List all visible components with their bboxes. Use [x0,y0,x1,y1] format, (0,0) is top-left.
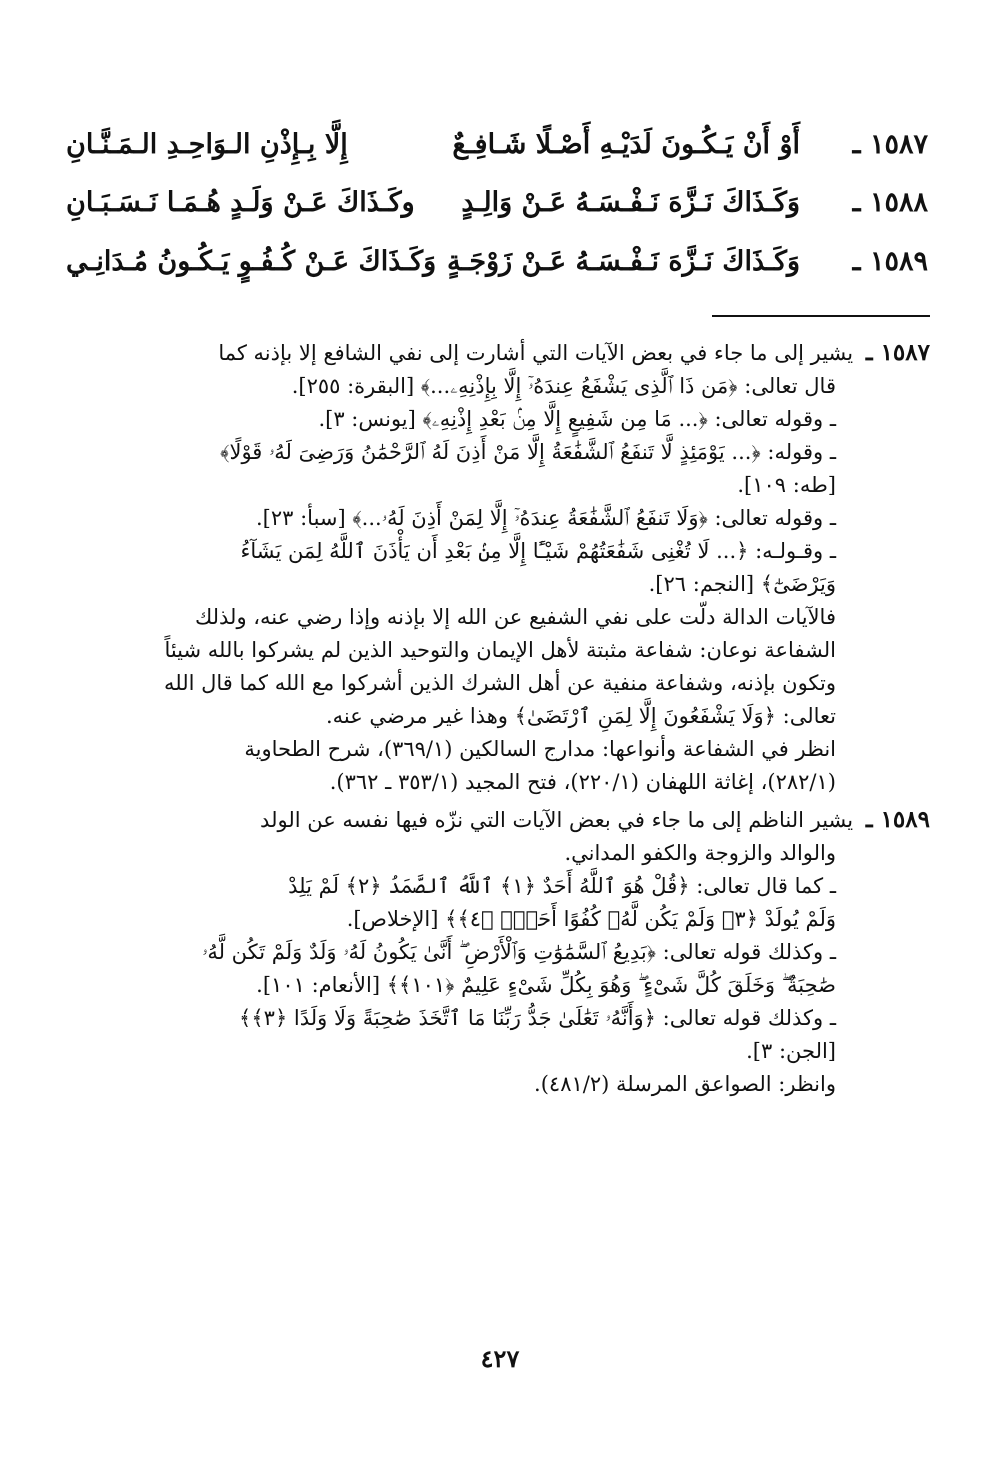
footnote-text: قال تعالى: ﴿مَن ذَا ٱلَّذِى يَشْفَعُ عِندَهُۥٓ إِلَّا بِإِذْنِهِۦ...﴾ [البقرة: ٢٥٥]. [291,374,836,398]
quran-citation: ـ كما قال تعالى: ﴿قُلْ هُوَ ٱللَّهُ أَحَدٌ ﴿١﴾ ٱللَّهُ ٱلصَّمَدُ ﴿٢﴾ لَمْ يَلِدْ [288,874,836,898]
verse-first-hemistich: وَكَـذَاكَ نَـزَّهَ نَـفْـسَـهُ عَـنْ وَالِـدٍ [461,186,800,218]
footnote-divider [712,315,930,317]
footnote-text: فالآيات الدالة دلّت على نفي الشفيع عن الله إلا بإذنه وإذا رضي عنه، ولذلك [194,605,836,629]
quran-citation: صَٰحِبَةٌ ۖ وَخَلَقَ كُلَّ شَىْءٍ ۖ وَهُوَ بِكُلِّ شَىْءٍ عَلِيمٌ ﴿١٠١﴾﴾ [الأنعام: ١٠١]. [256,973,836,997]
quran-citation: [الجن: ٣]. [746,1039,836,1063]
footnote-text: يشير الناظم إلى ما جاء في بعض الآيات التي نزّه فيها نفسه عن الولد [260,808,854,832]
quran-citation: وَيَرْضَىٰٓ﴾ [النجم: ٢٦]. [648,572,836,596]
verse-first-hemistich: وَكَـذَاكَ نَـزَّهَ نَـفْـسَـهُ عَـنْ زَوْجَـةٍ [447,245,800,277]
references: (٢٨٢/١)، إغاثة اللهفان (٢٢٠/١)، فتح المجيد (٣٥٣/١ ـ ٣٦٢). [329,770,836,794]
footnote-1587 [68,336,930,799]
verse-line [66,178,928,226]
verse-second-hemistich: إِلَّا بِـإِذْنِ الـوَاحِـدِ الـمَـنَّـانِ [66,128,348,160]
footnote-text: تعالى: ﴿وَلَا يَشْفَعُونَ إِلَّا لِمَنِ ٱرْتَضَىٰ﴾ وهذا غير مرضي عنه. [325,704,836,728]
verse-number: ١٥٨٨ ـ [852,186,928,218]
verse-number: ١٥٨٩ ـ [852,245,928,277]
quran-citation: ـ وقوله تعالى: ﴿وَلَا تَنفَعُ ٱلشَّفَٰعَةُ عِندَهُۥٓ إِلَّا لِمَنْ أَذِنَ لَهُۥ...﴾ [سبأ: ٢٣]. [255,506,836,530]
verse-second-hemistich: وَكَـذَاكَ عَـنْ كُـفُـوٍ يَـكُـونُ مُـدَانِـي [66,245,437,277]
quran-citation: [طه: ١٠٩]. [737,473,836,497]
footnotes [68,336,930,1105]
footnote-text: الشفاعة نوعان: شفاعة مثبتة لأهل الإيمان والتوحيد الذين لم يشركوا بالله شيئاً [164,638,836,662]
footnote-text: وتكون بإذنه، وشفاعة منفية عن أهل الشرك الذين أشركوا مع الله كما قال الله [164,671,836,695]
quran-citation: ـ وقوله: ﴿... يَوْمَئِذٍ لَّا تَنفَعُ ٱلشَّفَٰعَةُ إِلَّا مَنْ أَذِنَ لَهُ ٱلرَّحْمَٰنُ وَرَضِىَ لَهُۥ قَوْلًا﴾ [220,440,836,464]
footnote-number: ١٥٨٩ ـ [865,806,930,833]
verse-second-hemistich: وكَـذَاكَ عَـنْ وَلَـدٍ هُـمَـا نَـسَـبَـانِ [66,186,415,218]
verse-first-hemistich: أَوْ أَنْ يَـكُـونَ لَدَيْـهِ أَصْـلًا شَـافِـعٌ [452,128,800,160]
verse-line [66,120,928,168]
quran-citation: ـ وكذلك قوله تعالى: ﴿وَأَنَّهُۥ تَعَٰلَىٰ جَدُّ رَبِّنَا مَا ٱتَّخَذَ صَٰحِبَةً وَلَا وَلَدًا ﴿٣﴾﴾ [239,1006,836,1030]
verse-number: ١٥٨٧ ـ [852,128,928,160]
footnote-1589 [68,803,930,1101]
footnote-text: والوالد والزوجة والكفو المداني. [564,841,836,865]
quran-citation: ـ وقـولـه: ﴿... لَا تُغْنِى شَفَٰعَتُهُمْ شَيْـًٔا إِلَّا مِنۢ بَعْدِ أَن يَأْذَنَ ٱللَّهُ لِمَن يَشَآءُ [240,539,836,563]
quran-citation: ـ وقوله تعالى: ﴿... مَا مِن شَفِيعٍ إِلَّا مِنۢ بَعْدِ إِذْنِهِۦ﴾ [يونس: ٣]. [318,407,836,431]
footnote-text: يشير إلى ما جاء في بعض الآيات التي أشارت إلى نفي الشافع إلا بإذنه كما [218,341,854,365]
references: وانظر: الصواعق المرسلة (٤٨١/٢). [534,1072,836,1096]
quran-citation: ـ وكذلك قوله تعالى: ﴿بَدِيعُ ٱلسَّمَٰوَٰتِ وَٱلْأَرْضِ ۖ أَنَّىٰ يَكُونُ لَهُۥ وَلَدٌ وَلَمْ تَكُن لَّهُۥ [202,940,836,964]
quran-citation: وَلَمْ يُولَدْ ﴿٣﴾ وَلَمْ يَكُن لَّهُۥ كُفُوًا أَحَدٌۢ ﴿٤﴾﴾ [الإخلاص]. [346,907,836,931]
footnote-number: ١٥٨٧ ـ [865,339,930,366]
verse-line [66,237,928,285]
page-number: ٤٢٧ [480,1344,520,1373]
references: انظر في الشفاعة وأنواعها: مدارج السالكين (٣٦٩/١)، شرح الطحاوية [244,737,836,761]
